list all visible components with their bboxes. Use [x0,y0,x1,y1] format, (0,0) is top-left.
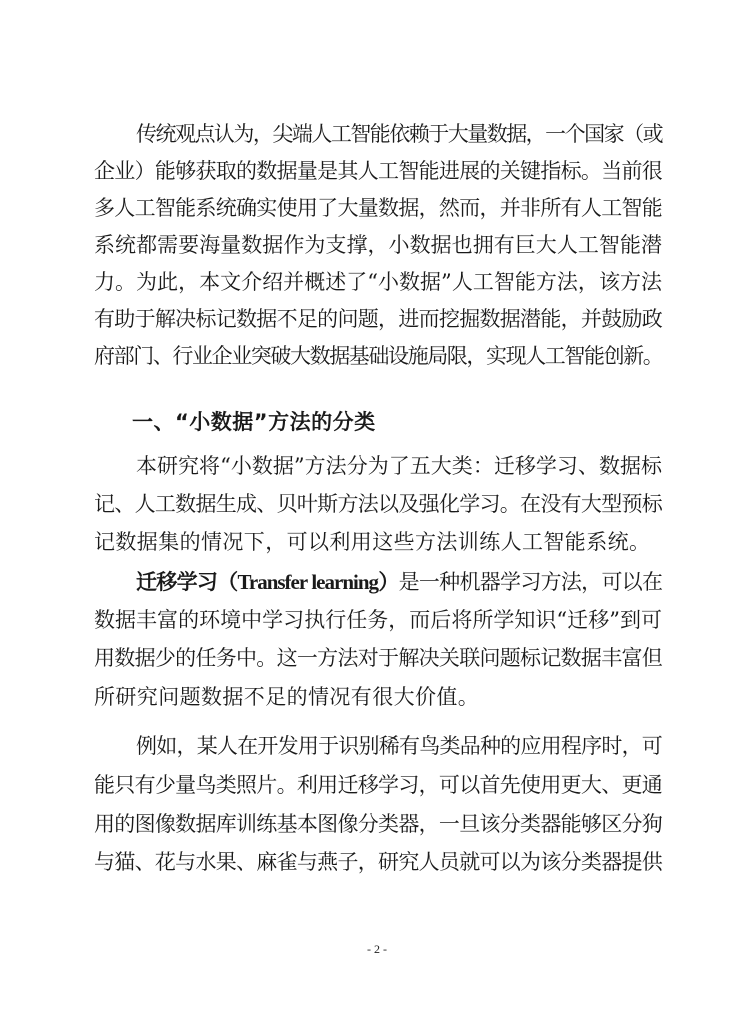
term-close-paren: ） [378,569,399,594]
paragraph-4-line: 与猫、花与水果、麻雀与燕子，研究人员就可以为该分类器提供 [94,850,662,874]
term-chinese: 迁移学习 [136,569,218,594]
term-open-paren: （ [217,569,238,594]
paragraph-1-line: 企业）能够获取的数据量是其人工智能进展的关键指标。当前很 [94,159,662,183]
paragraph-4-line: 能只有少量鸟类照片。利用迁移学习，可以首先使用更大、更通 [94,773,662,797]
paragraph-3-line: 数据丰富的环境中学习执行任务，而后将所学知识“迁移”到可 [94,608,662,632]
page-number: - 2 - [367,942,387,956]
section-heading: 一、“小数据”方法的分类 [132,410,376,434]
paragraph-1-line: 有助于解决标记数据不足的问题，进而挖掘数据潜能，并鼓励政 [94,307,662,331]
paragraph-3-line: 用数据少的任务中。这一方法对于解决关联问题标记数据丰富但 [94,646,662,670]
paragraph-2-line: 记数据集的情况下，可以利用这些方法训练人工智能系统。 [94,530,651,554]
paragraph-3-line [136,567,662,597]
term-english: Transfer learning [237,570,379,594]
paragraph-1-line: 府部门、行业企业突破大数据基础设施局限，实现人工智能创新。 [94,344,663,368]
paragraph-1-line: 传统观点认为，尖端人工智能依赖于大量数据，一个国家（或 [136,122,662,146]
paragraph-4-line: 例如，某人在开发用于识别稀有鸟类品种的应用程序时，可 [136,734,662,758]
paragraph-2-line: 记、人工数据生成、贝叶斯方法以及强化学习。在没有大型预标 [94,492,662,516]
paragraph-4-line: 用的图像数据库训练基本图像分类器，一旦该分类器能够区分狗 [94,812,662,836]
paragraph-2-line: 本研究将“小数据”方法分为了五大类：迁移学习、数据标 [136,454,662,478]
paragraph-1-line: 系统都需要海量数据作为支撑，小数据也拥有巨大人工智能潜 [94,233,662,257]
paragraph-1-line: 力。为此，本文介绍并概述了“小数据”人工智能方法，该方法 [94,270,662,294]
paragraph-3-line-rest: 是一种机器学习方法，可以在 [398,570,663,594]
paragraph-3-line: 所研究问题数据不足的情况有很大价值。 [94,685,480,709]
paragraph-1-line: 多人工智能系统确实使用了大量数据，然而，并非所有人工智能 [94,196,662,220]
